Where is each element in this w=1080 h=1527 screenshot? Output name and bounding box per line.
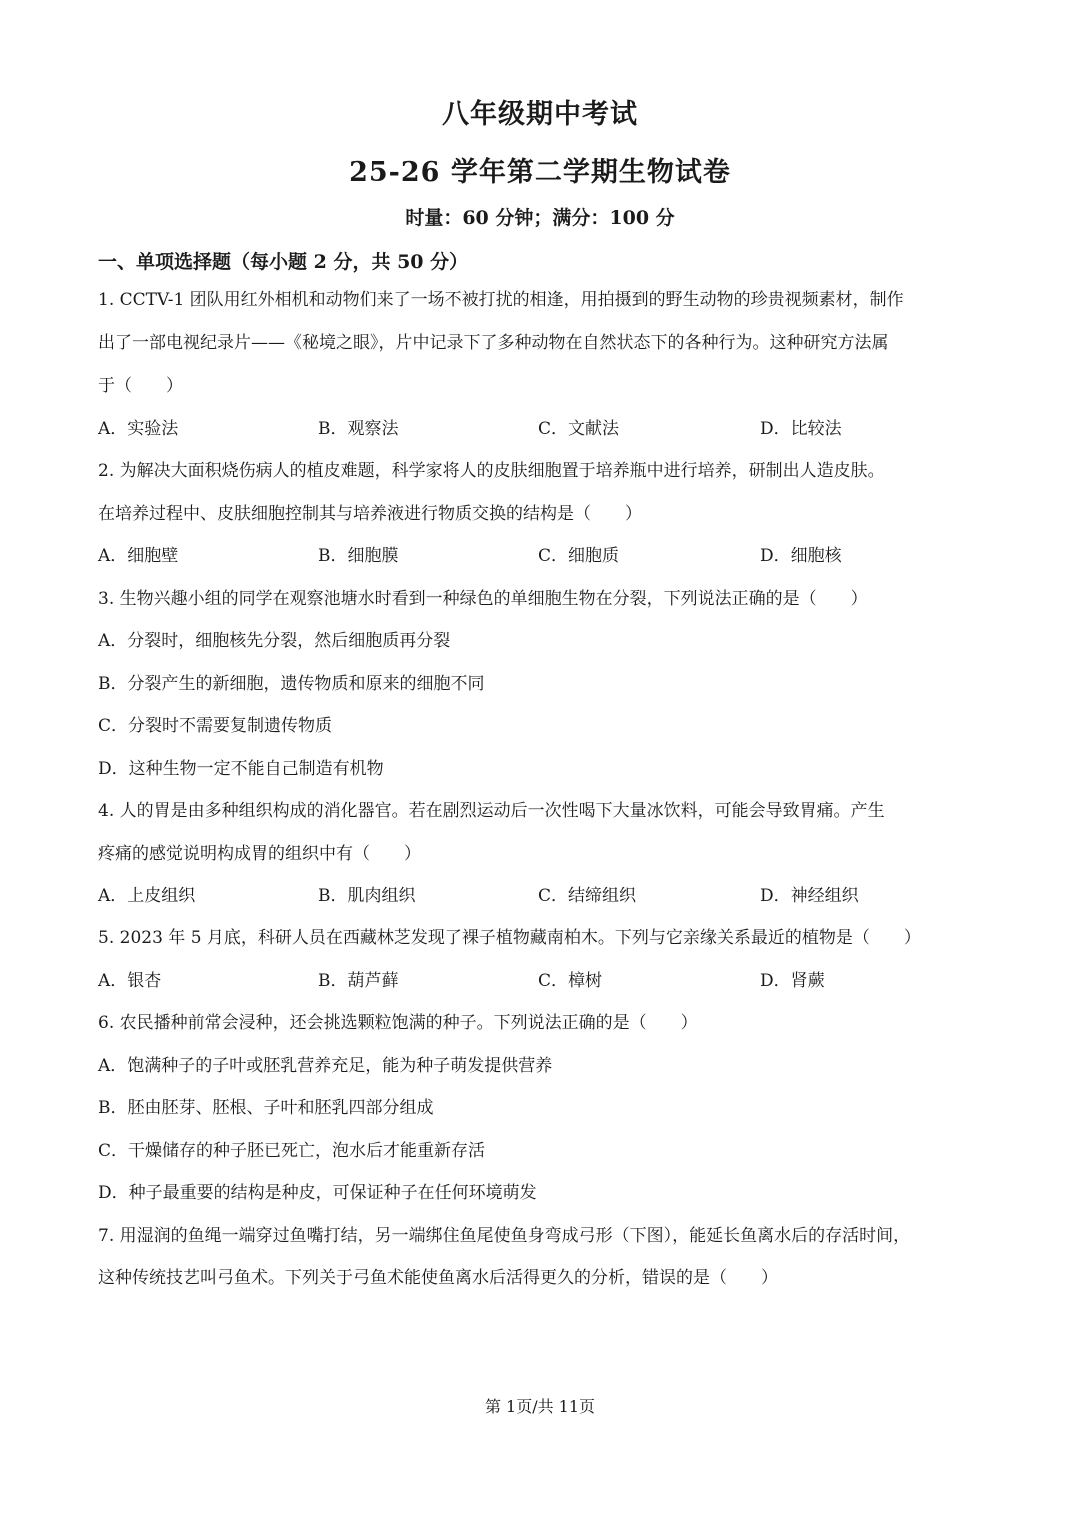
- question-4-option-b: B．肌肉组织: [318, 886, 416, 906]
- question-1-option-b: B．观察法: [318, 419, 399, 439]
- question-1-line-3: 于（ ）: [98, 376, 183, 396]
- question-3-option-d: D．这种生物一定不能自己制造有机物: [98, 759, 384, 779]
- question-5-option-c: C．樟树: [538, 971, 603, 991]
- exam-subtitle-term: 25-26 学年第二学期生物试卷: [349, 157, 731, 188]
- question-5-option-b: B．葫芦藓: [318, 971, 399, 991]
- question-2-line-2: 在培养过程中、皮肤细胞控制其与培养液进行物质交换的结构是（ ）: [98, 504, 642, 524]
- question-3-option-b: B．分裂产生的新细胞，遗传物质和原来的细胞不同: [98, 674, 485, 694]
- question-1-line-1: 1. CCTV-1 团队用红外相机和动物们来了一场不被打扰的相逢，用拍摄到的野生动物的珍贵视频素材，制作: [98, 290, 904, 310]
- question-5-line-1: 5. 2023 年 5 月底，科研人员在西藏林芝发现了裸子植物藏南柏木。下列与它亲缘关系最近的植物是（ ）: [98, 928, 921, 948]
- question-1-option-d: D．比较法: [760, 419, 842, 439]
- question-6-line-1: 6. 农民播种前常会浸种，还会挑选颗粒饱满的种子。下列说法正确的是（ ）: [98, 1013, 698, 1033]
- question-3-option-a: A．分裂时，细胞核先分裂，然后细胞质再分裂: [98, 631, 451, 651]
- question-6-option-a: A．饱满种子的子叶或胚乳营养充足，能为种子萌发提供营养: [98, 1056, 553, 1076]
- exam-time-score: 时量：60 分钟；满分：100 分: [405, 207, 675, 229]
- question-2-option-d: D．细胞核: [760, 546, 842, 566]
- question-7-line-2: 这种传统技艺叫弓鱼术。下列关于弓鱼术能使鱼离水后活得更久的分析，错误的是（ ）: [98, 1268, 778, 1288]
- question-5-option-d: D．肾蕨: [760, 971, 825, 991]
- question-6-option-b: B．胚由胚芽、胚根、子叶和胚乳四部分组成: [98, 1098, 434, 1118]
- question-4-option-d: D．神经组织: [760, 886, 859, 906]
- section-heading: 一、单项选择题（每小题 2 分，共 50 分）: [98, 251, 469, 273]
- page-number: 第 1页/共 11页: [484, 1397, 596, 1416]
- question-2-option-c: C．细胞质: [538, 546, 620, 566]
- question-2-option-a: A．细胞壁: [98, 546, 179, 566]
- question-2-line-1: 2. 为解决大面积烧伤病人的植皮难题，科学家将人的皮肤细胞置于培养瓶中进行培养，研制出人造皮肤。: [98, 461, 885, 481]
- question-4-line-1: 4. 人的胃是由多种组织构成的消化器官。若在剧烈运动后一次性喝下大量冰饮料，可能会导致胃痛。产生: [98, 801, 885, 821]
- question-2-option-b: B．细胞膜: [318, 546, 399, 566]
- question-3-option-c: C．分裂时不需要复制遗传物质: [98, 716, 333, 736]
- question-6-option-c: C．干燥储存的种子胚已死亡，泡水后才能重新存活: [98, 1141, 486, 1161]
- exam-title: 八年级期中考试: [442, 99, 638, 130]
- question-4-option-c: C．结缔组织: [538, 886, 637, 906]
- question-4-line-2: 疼痛的感觉说明构成胃的组织中有（ ）: [98, 844, 421, 864]
- question-4-option-a: A．上皮组织: [98, 886, 196, 906]
- question-7-line-1: 7. 用湿润的鱼绳一端穿过鱼嘴打结，另一端绑住鱼尾使鱼身弯成弓形（下图），能延长鱼离水后的存活时间，: [98, 1226, 911, 1246]
- question-1-line-2: 出了一部电视纪录片——《秘境之眼》，片中记录下了多种动物在自然状态下的各种行为。这种研究方法属: [98, 333, 889, 353]
- question-6-option-d: D．种子最重要的结构是种皮，可保证种子在任何环境萌发: [98, 1183, 537, 1203]
- question-3-line-1: 3. 生物兴趣小组的同学在观察池塘水时看到一种绿色的单细胞生物在分裂，下列说法正确的是（ ）: [98, 589, 868, 609]
- question-1-option-a: A．实验法: [98, 419, 179, 439]
- question-1-option-c: C．文献法: [538, 419, 620, 439]
- question-5-option-a: A．银杏: [98, 971, 162, 991]
